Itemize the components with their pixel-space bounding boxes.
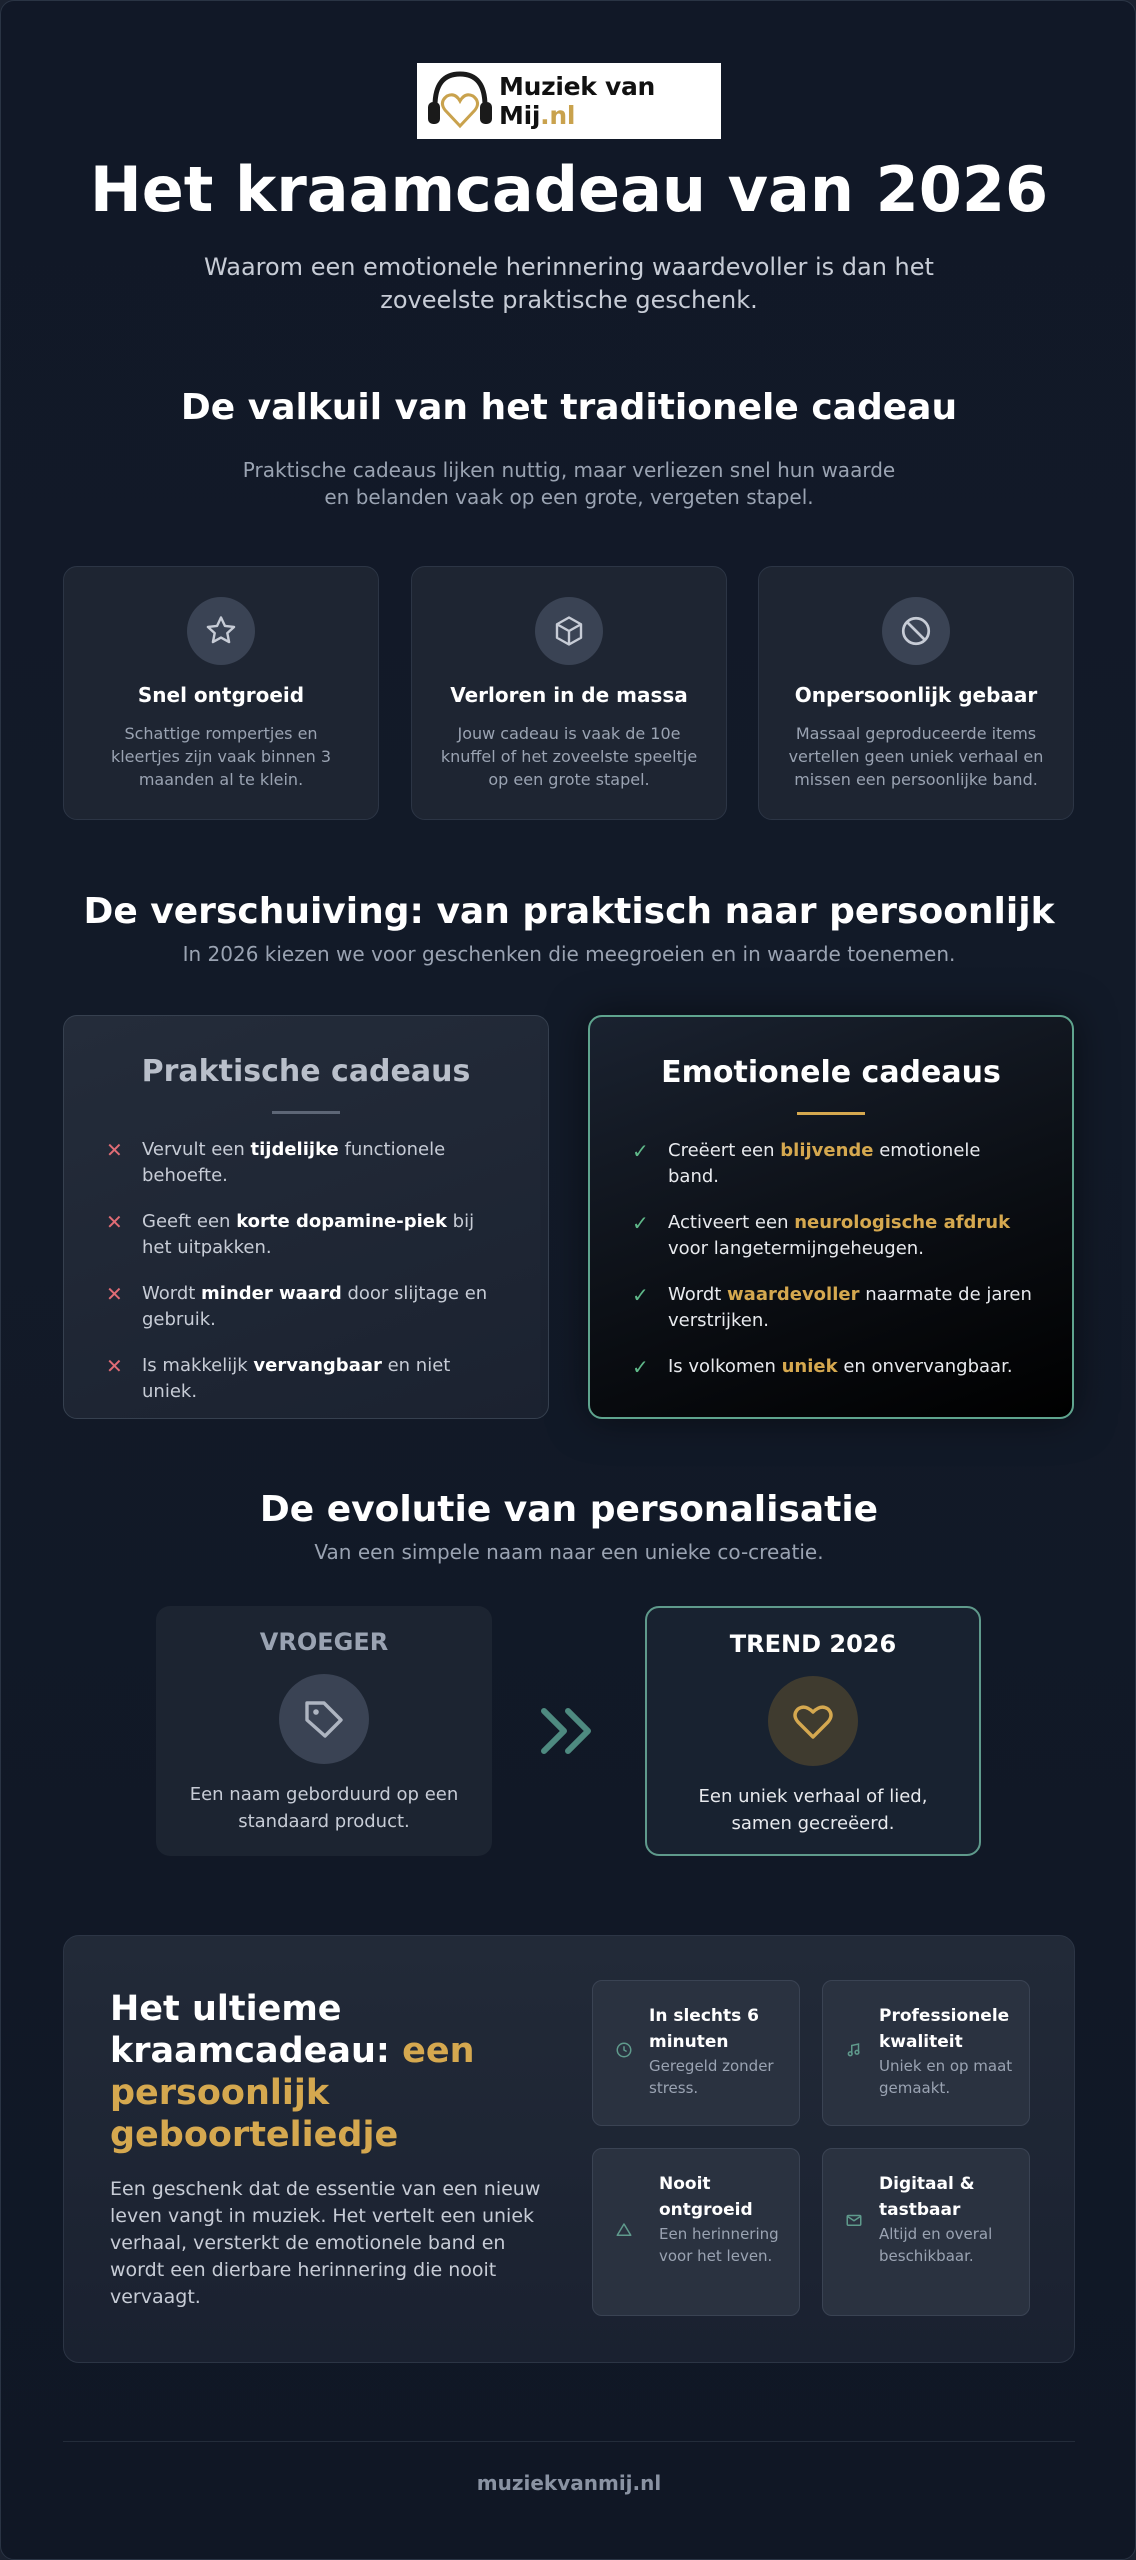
- trap-card-3: [758, 566, 1074, 820]
- trap-lead: Praktische cadeaus lijken nuttig, maar verliezen snel hun waarde en belanden vaak op een grote, vergeten stapel.: [242, 458, 896, 509]
- after-text: Een uniek verhaal of lied, samen gecreëerd.: [698, 1786, 928, 1834]
- trap-card-2: [411, 566, 727, 820]
- emotional-gifts-card: [588, 1015, 1074, 1419]
- footer-divider: [63, 2441, 1075, 2442]
- list-item: ✓ Wordt waardevoller naarmate de jaren verstrijken.: [632, 1283, 1032, 1331]
- cross-icon: ✕: [106, 1354, 123, 1378]
- trap-card-text: Jouw cadeau is vaak de 10e knuffel of het zoveelste speeltje op een grote stapel.: [440, 724, 698, 789]
- divider: [797, 1112, 865, 1115]
- check-icon: ✓: [632, 1211, 649, 1235]
- practical-gifts-card: [63, 1015, 549, 1419]
- list-item: ✕ Geeft een korte dopamine-piek bij het uitpakken.: [106, 1210, 475, 1258]
- cross-icon: ✕: [106, 1210, 123, 1234]
- box-icon: [535, 597, 603, 665]
- music-note-icon: [845, 2041, 863, 2059]
- feature-card: [822, 1980, 1030, 2126]
- trap-card-text: Schattige rompertjes en kleertjes zijn vaak binnen 3 maanden al te klein.: [110, 724, 332, 789]
- feature-card: [592, 2148, 800, 2316]
- feature-desc: Een herinnering voor het leven.: [659, 2225, 779, 2265]
- feature-desc: Uniek en op maat gemaakt.: [879, 2057, 1013, 2097]
- ultimate-gift-panel: [63, 1935, 1075, 2363]
- feature-desc: Altijd en overal beschikbaar.: [879, 2225, 993, 2265]
- trap-card-1: [63, 566, 379, 820]
- feature-title: In slechts 6 minuten: [649, 2006, 759, 2052]
- list-item: ✕ Wordt minder waard door slijtage en gebruik.: [106, 1282, 488, 1330]
- feature-card: [822, 2148, 1030, 2316]
- list-item: ✓ Is volkomen uniek en onvervangbaar.: [632, 1355, 1013, 1379]
- evolution-lead: Van een simpele naam naar een unieke co-creatie.: [314, 1540, 824, 1564]
- feature-card: [592, 1980, 800, 2126]
- shift-lead: In 2026 kiezen we voor geschenken die meegroeien en in waarde toenemen.: [182, 942, 956, 966]
- star-icon: [187, 597, 255, 665]
- mail-icon: [845, 2211, 863, 2229]
- feature-title: Professionele kwaliteit: [879, 2006, 1010, 2052]
- footer-link[interactable]: muziekvanmij.nl: [476, 2471, 662, 2495]
- ultimate-text: Een geschenk dat de essentie van een nieuw leven vangt in muziek. Het vertelt een uniek verhaal, versterkt de emotionele band en wordt een dierbare herinnering die nooit vervaagt.: [110, 2178, 541, 2308]
- list-item: ✕ Is makkelijk vervangbaar en niet uniek.: [106, 1354, 451, 1402]
- divider: [272, 1111, 340, 1114]
- evolution-before-card: [156, 1606, 492, 1856]
- evolution-after-card: [645, 1606, 981, 1856]
- triangle-icon: [615, 2221, 633, 2239]
- check-icon: ✓: [632, 1355, 649, 1379]
- ban-icon: [882, 597, 950, 665]
- list-item: ✓ Activeert een neurologische afdruk voor langetermijngeheugen.: [632, 1211, 1011, 1259]
- trap-card-title: Snel ontgroeid: [137, 683, 305, 707]
- cross-icon: ✕: [106, 1138, 123, 1162]
- trap-heading: De valkuil van het traditionele cadeau: [180, 387, 958, 428]
- cross-icon: ✕: [106, 1282, 123, 1306]
- evolution-heading: De evolutie van personalisatie: [259, 1489, 879, 1530]
- practical-list: [104, 1137, 508, 1425]
- page-subtitle: Waarom een emotionele herinnering waardevoller is dan het zoveelste praktische geschenk.: [204, 253, 934, 314]
- logo-text: Muziek van Mij.nl: [499, 72, 656, 130]
- double-chevron-right-icon: [536, 1701, 600, 1761]
- practical-title: Praktische cadeaus: [141, 1054, 471, 1089]
- feature-desc: Geregeld zonder stress.: [649, 2057, 774, 2097]
- emotional-list: [630, 1138, 1032, 1400]
- trap-card-title: Onpersoonlijk gebaar: [794, 683, 1038, 707]
- before-label: VROEGER: [259, 1628, 389, 1656]
- list-item: ✓ Creëert een blijvende emotionele band.: [632, 1139, 981, 1187]
- headphones-heart-logo-icon: [423, 66, 497, 136]
- before-text: Een naam geborduurd op een standaard product.: [189, 1784, 459, 1832]
- after-label: TREND 2026: [729, 1630, 897, 1658]
- page-title: Het kraamcadeau van 2026: [89, 153, 1049, 226]
- trap-card-text: Massaal geproduceerde items vertellen geen uniek verhaal en missen een persoonlijke band.: [788, 724, 1044, 789]
- check-icon: ✓: [632, 1283, 649, 1307]
- heart-icon: [768, 1676, 858, 1766]
- ultimate-title: Het ultieme kraamcadeau: een persoonlijk geboorteliedje: [110, 1989, 475, 2155]
- emotional-title: Emotionele cadeaus: [661, 1055, 1001, 1090]
- clock-icon: [615, 2041, 633, 2059]
- trap-card-title: Verloren in de massa: [450, 683, 688, 707]
- logo[interactable]: [417, 63, 721, 139]
- shift-heading: De verschuiving: van praktisch naar persoonlijk: [83, 891, 1055, 932]
- check-icon: ✓: [632, 1139, 649, 1163]
- list-item: ✕ Vervult een tijdelijke functionele behoefte.: [106, 1138, 446, 1186]
- tag-icon: [279, 1674, 369, 1764]
- feature-title: Digitaal & tastbaar: [879, 2174, 975, 2220]
- feature-title: Nooit ontgroeid: [659, 2174, 753, 2220]
